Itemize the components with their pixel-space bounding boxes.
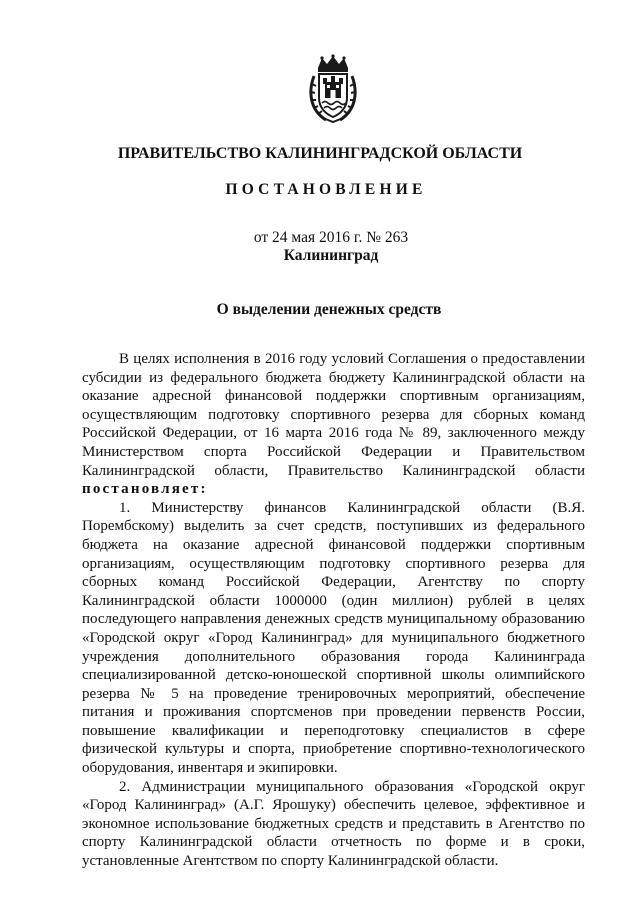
document-body bbox=[82, 350, 585, 871]
preamble-paragraph bbox=[82, 350, 585, 499]
document-subject: О выделении денежных средств bbox=[216, 301, 442, 318]
document-date-number: от 24 мая 2016 г. № 263 bbox=[253, 229, 409, 246]
document-type-heading: ПОСТАНОВЛЕНИЕ bbox=[225, 181, 427, 198]
document-city: Калининград bbox=[283, 247, 379, 264]
clause-paragraph: 2. Администрации муниципального образования «Городской округ «Город Калининград» (А.Г. Ярошуку) обеспечить целевое, эффективное и экономное использование бюджетных средств и представить в Агентство по спорту Калининградской области отчетность по форме и в сроки, установленные Агентством по спорту Калининградской области. bbox=[82, 778, 585, 870]
clause-paragraph: 1. Министерству финансов Калининградской области (В.Я. Порембскому) выделить за счет средств, поступивших из федерального бюджета на оказание адресной финансовой поддержки спортивным организациям, осуществляющим подготовку спортивного резерва для сборных команд Российской Федерации, Агентству по спорту Калининградской области 1000000 (один миллион) рублей в целях последующего направления денежных средств муниципальному образованию «Городской округ «Город Калининград» для муниципального бюджетного учреждения дополнительного образования города Калининграда специализированной детско-юношеской спортивной школы олимпийского резерва № 5 на проведение тренировочных мероприятий, обеспечение питания и проживания спортсменов при проведении первенств России, повышение квалификации и переподготовку специалистов в сфере физической культуры и спорта, приобретение спортивно-технологического оборудования, инвентаря и экипировки. bbox=[82, 499, 585, 777]
coat-of-arms-emblem bbox=[308, 54, 358, 124]
government-title: ПРАВИТЕЛЬСТВО КАЛИНИНГРАДСКОЙ ОБЛАСТИ bbox=[117, 145, 523, 162]
resolves-word: постановляет: bbox=[82, 481, 208, 498]
preamble-text: В целях исполнения в 2016 году условий Соглашения о предоставлении субсидии из федерального бюджета бюджету Калининградской области на оказание адресной финансовой поддержки спортивным организациям, осуществляющим подготовку спортивного резерва для сборных команд Российской Федерации, от 16 марта 2016 года № 89, заключенного между Министерством спорта Российской Федерации и Правительством Калининградской области, Правительство Калининградской области bbox=[82, 351, 585, 479]
